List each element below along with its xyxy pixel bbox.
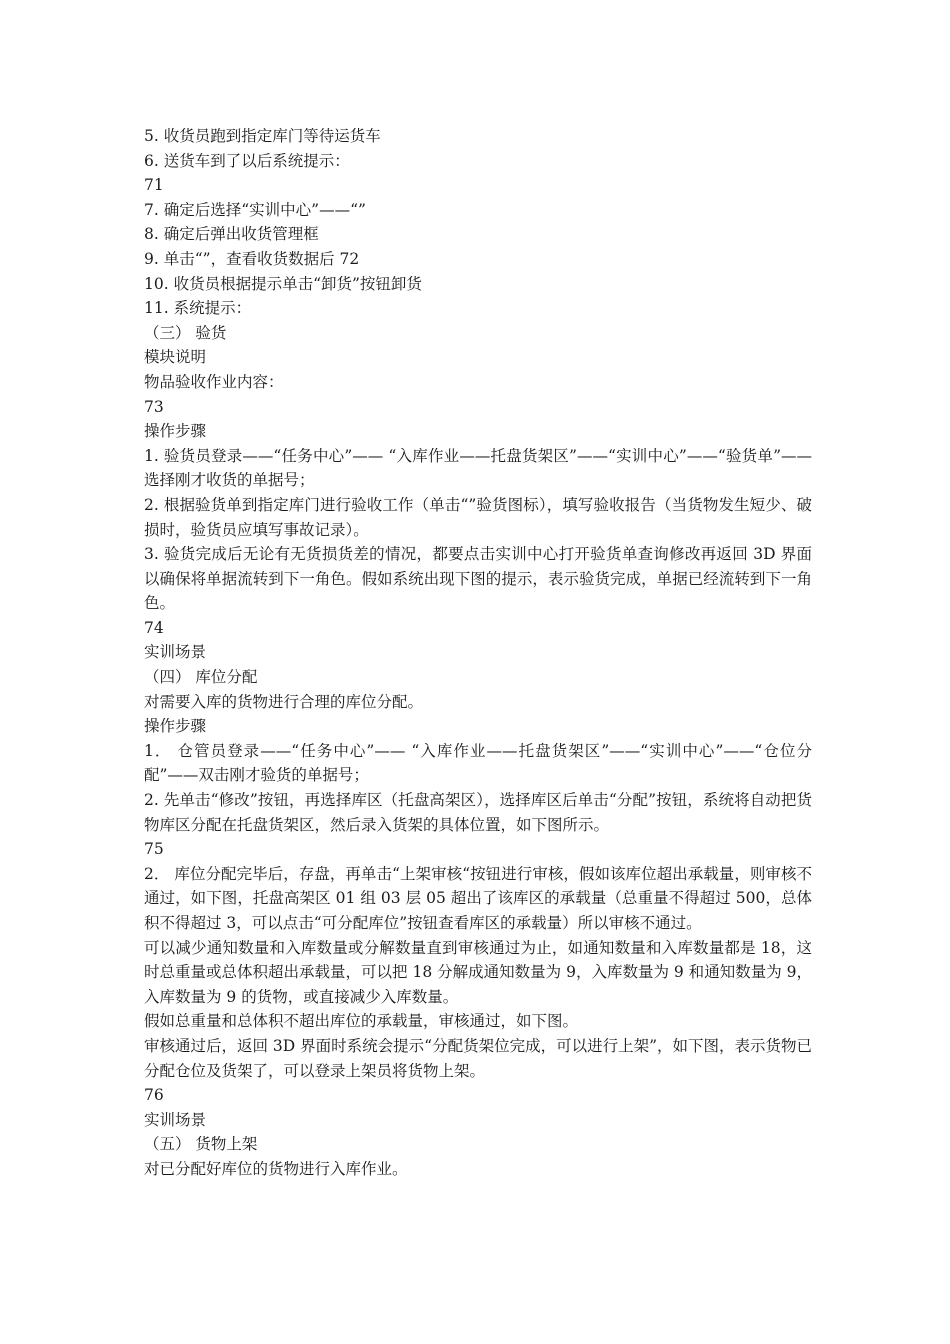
paragraph-line-3: 7. 确定后选择“实训中心”——“” (144, 200, 366, 219)
paragraph-audit: 2． 库位分配完毕后，存盘，再单击“上架审核“按钮进行审核，假如该库位超出承载量，则审核不通过，如下图，托盘高架区 01 组 03 层 05 超出了该库区的承载量（总重量不得超过 500，总体积不得超过 3，可以点击“可分配库位”按钮查看库区的承载量）所以审核不通过。 (144, 864, 812, 932)
paragraph-line-1: 6. 送货车到了以后系统提示： (144, 151, 350, 170)
paragraph-after-audit: 审核通过后，返回 3D 界面时系统会提示“分配货架位完成，可以进行上架”，如下图，表示货物已分配仓位及货架了，可以登录上架员将货物上架。 (144, 1036, 812, 1080)
paragraph-reduce-quantity: 可以减少通知数量和入库数量或分解数量直到审核通过为止，如通知数量和入库数量都是 18，这时总重量或总体积超出承载量，可以把 18 分解成通知数量为 9，入库数量为 9 和通知数量为 9，入库数量为 9 的货物，或直接减少入库数量。 (144, 938, 812, 1006)
paragraph-step-2: 2. 根据验货单到指定库门进行验收工作（单击“”验货图标），填写验收报告（当货物发生短少、破损时，验货员应填写事故记录）。 (144, 495, 812, 539)
section-heading-location-allocation: （四） 库位分配 (144, 668, 258, 687)
page-number-75: 75 (144, 840, 164, 859)
page-number-73: 73 (144, 397, 164, 416)
subheading-training-scene: 实训场景 (144, 643, 207, 662)
paragraph-alloc-step-1: 1． 仓管员登录——“任务中心”—— “入库作业——托盘货架区”——“实训中心”——“仓位分配”——双击刚才验货的单据号； (144, 741, 812, 785)
subheading-operation-steps-2: 操作步骤 (144, 717, 207, 736)
section-heading-inspection: （三） 验货 (144, 323, 227, 342)
paragraph-line-10: 物品验收作业内容： (144, 372, 284, 391)
page-number-71: 71 (144, 176, 164, 195)
paragraph-line-31: 对已分配好库位的货物进行入库作业。 (144, 1159, 408, 1178)
paragraph-line-0: 5. 收货员跑到指定库门等待运货车 (144, 127, 381, 145)
paragraph-audit-pass: 假如总重量和总体积不超出库位的承载量，审核通过，如下图。 (144, 1012, 579, 1031)
paragraph-line-4: 8. 确定后弹出收货管理框 (144, 225, 319, 244)
paragraph-step-1: 1. 验货员登录——“任务中心”—— “入库作业——托盘货架区”——“实训中心”——“验货单”——选择刚才收货的单据号； (144, 446, 812, 490)
subheading-operation-steps: 操作步骤 (144, 422, 207, 441)
subheading-module-description: 模块说明 (144, 348, 207, 367)
subheading-training-scene-2: 实训场景 (144, 1110, 207, 1129)
paragraph-line-6: 10. 收货员根据提示单击“卸货”按钮卸货 (144, 274, 422, 293)
document-body (144, 124, 812, 1182)
page-number-74: 74 (144, 618, 164, 637)
paragraph-alloc-step-2: 2. 先单击“修改”按钮，再选择库区（托盘高架区），选择库区后单击“分配”按钮，系统将自动把货物库区分配在托盘货架区，然后录入货架的具体位置，如下图所示。 (144, 791, 812, 834)
paragraph-line-19: 对需要入库的货物进行合理的库位分配。 (144, 692, 424, 711)
page-number-76: 76 (144, 1086, 164, 1105)
paragraph-step-3: 3. 验货完成后无论有无货损货差的情况，都要点击实训中心打开验货单查询修改再返回 3D 界面以确保将单据流转到下一角色。假如系统出现下图的提示，表示验货完成，单据已经流转到下一角色。 (144, 545, 812, 613)
paragraph-line-5: 9. 单击“”，查看收货数据后 72 (144, 249, 360, 268)
section-heading-shelving: （五） 货物上架 (144, 1135, 258, 1154)
paragraph-line-7: 11. 系统提示： (144, 299, 252, 318)
